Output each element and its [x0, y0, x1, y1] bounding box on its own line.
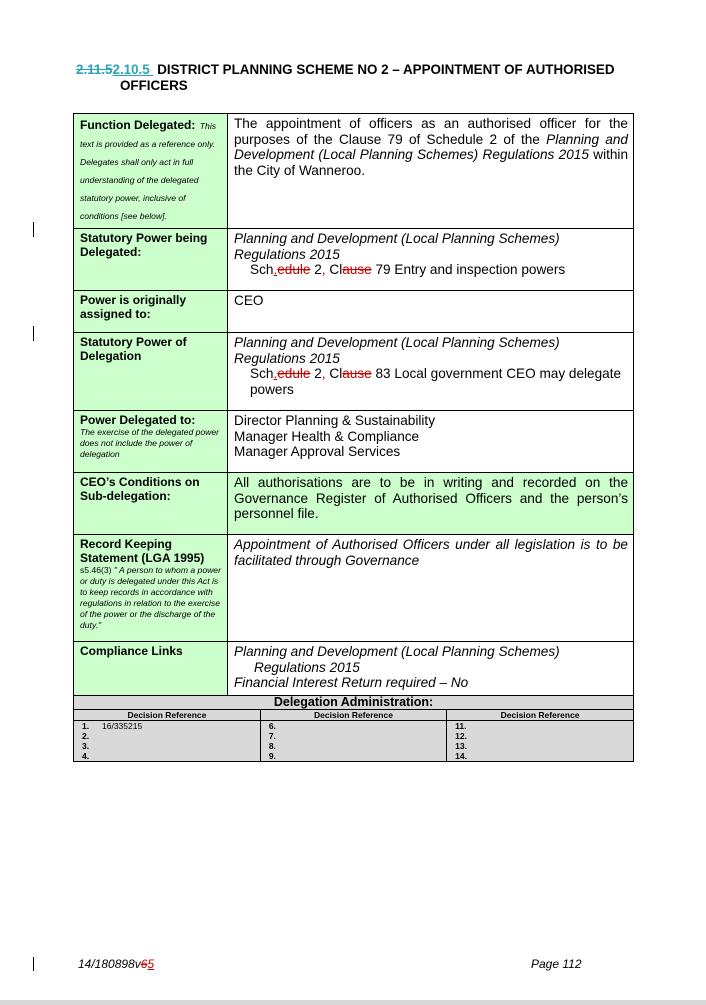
- row-compliance-links: [74, 642, 634, 696]
- decision-reference-header: Decision Reference: [260, 710, 446, 721]
- delegate-item: Director Planning & Sustainability: [234, 413, 435, 428]
- section-number-inserted: 2.10.5: [112, 62, 150, 77]
- note-function-delegated: This text is provided as a reference only. Delegates shall only act in full understanding of the delegated statutory power, inclusive of conditions [see below].: [80, 121, 217, 221]
- row-function-delegated: [74, 114, 634, 229]
- decision-ref-cell: 8.: [260, 741, 446, 751]
- label-ceo-conditions: CEO’s Conditions on Sub-delegation:: [74, 473, 228, 535]
- decision-reference-header: Decision Reference: [447, 710, 633, 721]
- value-statutory-power: Planning and Development (Local Planning Schemes) Regulations 2015 Sch.edule 2, Clause 79 Entry and inspection powers: [228, 229, 634, 291]
- label-delegated-to: Power Delegated to:: [80, 413, 196, 427]
- label-originally-assigned: Power is originally assigned to:: [74, 291, 228, 333]
- footer-page-number: Page 112: [531, 957, 582, 971]
- section-number-deleted: 2.11.5: [76, 62, 113, 77]
- row-power-of-delegation: [74, 333, 634, 411]
- value-originally-assigned: CEO: [228, 291, 634, 333]
- decision-reference-table: [74, 710, 633, 761]
- decision-ref-cell: 9.: [260, 751, 446, 761]
- row-delegated-to: [74, 411, 634, 473]
- value-power-of-delegation: Planning and Development (Local Planning Schemes) Regulations 2015 Sch.edule 2, Clause 83 Local government CEO may delegate powers: [228, 333, 634, 411]
- decision-ref-cell: 3.: [74, 741, 260, 751]
- label-compliance-links: Compliance Links: [74, 642, 228, 696]
- label-record-keeping: Record Keeping Statement (LGA 1995): [80, 537, 205, 565]
- value-function-delegated: The appointment of officers as an authorised officer for the purposes of the Clause 79 of Schedule 2 of the Planning and Development (Local Planning Schemes) Regulations 2015 within the City of Wanneroo.: [228, 114, 634, 229]
- decision-ref-cell: 12.: [447, 731, 633, 741]
- delegate-item: Manager Approval Services: [234, 444, 401, 459]
- decision-ref-cell: 1. 16/335215: [74, 720, 260, 731]
- label-statutory-power: Statutory Power being Delegated:: [74, 229, 228, 291]
- value-delegated-to: [228, 411, 634, 473]
- row-decision-references: [74, 709, 634, 761]
- label-function-delegated: Function Delegated:: [80, 118, 196, 132]
- note-delegated-to: The exercise of the delegated power does not include the power of delegation: [80, 427, 220, 459]
- value-ceo-conditions: All authorisations are to be in writing and recorded on the Governance Register of Authorised Officers and the person’s personnel file.: [228, 473, 634, 535]
- row-ceo-conditions: [74, 473, 634, 535]
- decision-ref-cell: 14.: [447, 751, 633, 761]
- label-power-of-delegation: Statutory Power of Delegation: [74, 333, 228, 411]
- footer-document-reference: 14/180898v65: [78, 957, 155, 971]
- change-bar-2: [33, 326, 34, 341]
- decision-ref-cell: 7.: [260, 731, 446, 741]
- row-record-keeping: [74, 535, 634, 642]
- page-bottom-edge: [0, 1000, 706, 1005]
- heading-title-line1: DISTRICT PLANNING SCHEME NO 2 – APPOINTMENT OF AUTHORISED: [157, 62, 615, 77]
- row-originally-assigned: [74, 291, 634, 333]
- decision-ref-cell: 2.: [74, 731, 260, 741]
- decision-ref-cell: 4.: [74, 751, 260, 761]
- section-heading: [76, 62, 636, 94]
- delegate-item: Manager Health & Compliance: [234, 428, 420, 444]
- value-compliance-links: Planning and Development (Local Planning Schemes) Regulations 2015 Financial Interest Return required – No: [228, 642, 634, 696]
- decision-ref-cell: 13.: [447, 741, 633, 751]
- decision-ref-cell: 11.: [447, 720, 633, 731]
- delegation-admin-title: Delegation Administration:: [74, 695, 634, 709]
- row-delegation-admin-title: [74, 695, 634, 709]
- change-bar-1: [33, 222, 34, 237]
- heading-title-line2: OFFICERS: [120, 78, 188, 93]
- change-bar-3: [33, 957, 34, 971]
- row-statutory-power: [74, 229, 634, 291]
- decision-ref-cell: 6.: [260, 720, 446, 731]
- delegation-table: [73, 113, 634, 762]
- decision-reference-header: Decision Reference: [74, 710, 260, 721]
- value-record-keeping: Appointment of Authorised Officers under all legislation is to be facilitated through Governance: [228, 535, 634, 642]
- note-record-keeping: s5.46(3) " A person to whom a power or duty is delegated under this Act is to keep records in accordance with regulations in relation to the exercise of the power or the discharge of the duty.": [80, 565, 221, 630]
